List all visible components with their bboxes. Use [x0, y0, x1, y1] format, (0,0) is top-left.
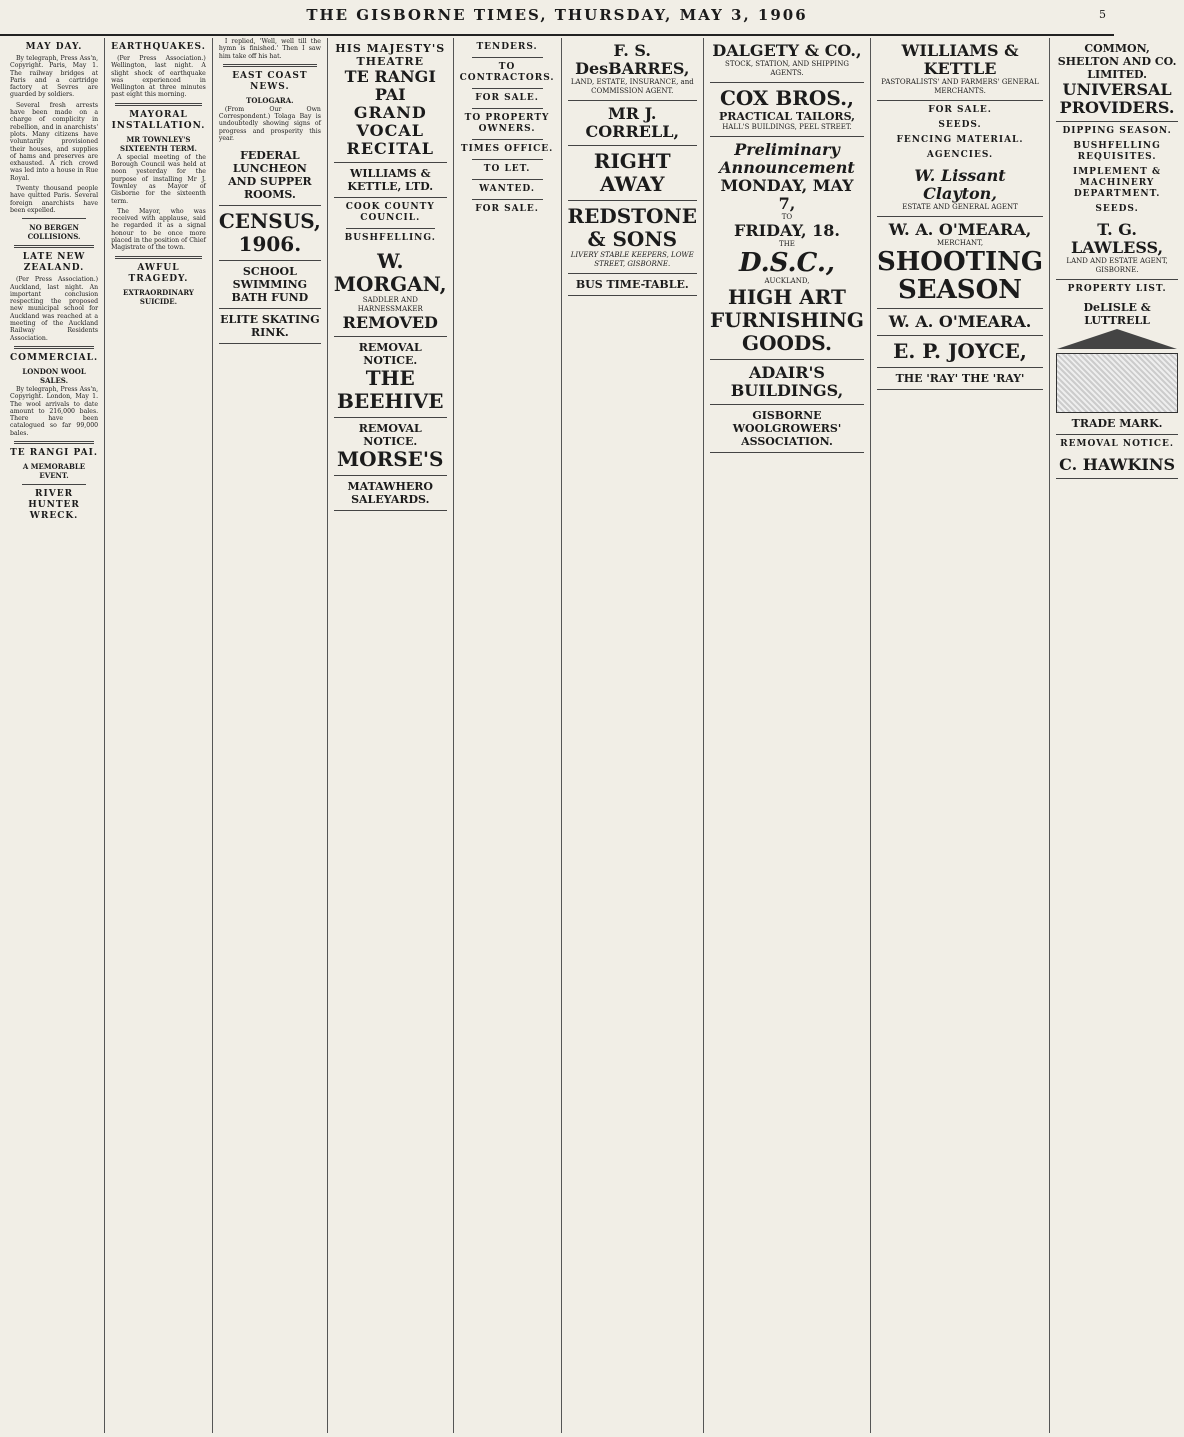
columns: [4, 38, 1177, 1433]
advert-to: TO: [781, 213, 793, 221]
headline: LONDON WOOL SALES.: [22, 366, 86, 385]
advert: [877, 163, 1043, 217]
advert-subtitle: TE RANGI PAI: [344, 67, 436, 104]
advert-headline: UNIVERSAL PROVIDERS.: [1059, 80, 1175, 117]
advert: [219, 145, 321, 206]
article-text: (From Our Own Correspondent.) Tolaga Bay is undoubtedly showing signs of progress and prosperity this year.: [218, 105, 321, 143]
advert: [710, 137, 864, 360]
headline: SEEDS.: [1095, 204, 1139, 214]
column-2: [104, 38, 212, 1433]
advert-subtitle: PASTORALISTS' AND FARMERS' GENERAL MERCHANTS.: [881, 78, 1039, 95]
advert-title: T. G. LAWLESS,: [1071, 220, 1164, 257]
headline: TIMES OFFICE.: [460, 144, 554, 154]
article-text: A special meeting of the Borough Council was held at noon yesterday for the purpose of installing Mr J. Townley as Mayor of Gisborne for the sixteenth term.: [111, 153, 206, 205]
headline: TE RANGI PAI.: [10, 447, 98, 458]
advert: [1056, 297, 1178, 435]
advert-title: GISBORNE WOOLGROWERS' ASSOCIATION.: [732, 409, 842, 448]
advert: [334, 246, 447, 337]
advert-title: THE 'RAY' THE 'RAY': [895, 372, 1025, 385]
headline: TOLOGARA.: [246, 95, 294, 105]
column-1: [4, 38, 104, 1433]
divider: [472, 179, 543, 180]
headline: EXTRAORDINARY SUICIDE.: [123, 287, 194, 306]
divider: [14, 441, 94, 444]
page-number: 5: [1099, 8, 1106, 21]
advert: [568, 201, 697, 274]
advert: [1056, 38, 1178, 122]
divider: [115, 256, 202, 259]
headline: EAST COAST NEWS.: [232, 70, 308, 92]
article-text: I replied, 'Well, well till the hymn is finished.' Then I saw him take off his hat.: [218, 38, 321, 60]
advert: [877, 217, 1043, 309]
headline: A MEMORABLE EVENT.: [22, 461, 86, 480]
advert: [334, 38, 447, 163]
advert-title: CENSUS, 1906.: [218, 209, 321, 257]
advert: [334, 163, 447, 198]
advert-title: MATAWHERO SALEYARDS.: [347, 480, 434, 506]
column-4: [327, 38, 453, 1433]
advert: [710, 38, 864, 83]
advert-city: AUCKLAND,: [764, 277, 810, 285]
headline: TO PROPERTY OWNERS.: [464, 113, 550, 134]
column-8: [870, 38, 1049, 1433]
masthead-title: THE GISBORNE TIMES, THURSDAY, MAY 3, 1906: [306, 6, 808, 24]
headline: TO CONTRACTORS.: [459, 62, 555, 83]
advert-title: MR J. CORRELL,: [585, 104, 680, 141]
advert-title: E. P. JOYCE,: [893, 339, 1027, 363]
advert: [334, 476, 447, 511]
headline: MAYORAL INSTALLATION.: [111, 109, 206, 131]
advert-title: WILLIAMS & KETTLE, LTD.: [347, 167, 434, 193]
headline: EARTHQUAKES.: [111, 42, 206, 52]
advert-headline: SHOOTING SEASON: [876, 247, 1044, 305]
headline: LATE NEW ZEALAND.: [22, 252, 86, 274]
advert-trademark: TRADE MARK.: [1071, 417, 1163, 430]
column-7: [703, 38, 870, 1433]
advert-title: REMOVAL NOTICE.: [358, 422, 422, 448]
advert-subtitle: LAND AND ESTATE AGENT, GISBORNE.: [1066, 257, 1168, 274]
column-6: [561, 38, 703, 1433]
article-text: By telegraph, Press Ass'n, Copyright. London, May 1. The wool arrivals to date amount to 216,000 bales. There have been catalogued so far 99,000 bales.: [10, 385, 99, 437]
divider: [472, 199, 543, 200]
advert-headline: THE BEEHIVE: [337, 366, 444, 413]
factory-illustration-roof: [1057, 329, 1177, 349]
headline: PROPERTY LIST.: [1067, 284, 1167, 294]
headline: AGENCIES.: [926, 150, 994, 160]
headline: NO BERGEN COLLISIONS.: [27, 223, 81, 242]
advert-the: THE: [779, 240, 795, 248]
advert: [334, 418, 447, 476]
advert: [877, 38, 1043, 101]
advert-subtitle: PRACTICAL TAILORS,: [718, 110, 855, 123]
headline: FOR SALE.: [475, 93, 539, 103]
advert: [568, 146, 697, 201]
article-text: The Mayor, who was received with applause, said he regarded it as a signal honour to be once more placed in the position of Chief Magistrate of the town.: [111, 207, 206, 252]
advert-subtitle: ESTATE AND GENERAL AGENT: [902, 203, 1018, 211]
advert-headline: MORSE'S: [337, 447, 444, 471]
advert-subtitle: SADDLER AND HARNESSMAKER: [357, 296, 423, 313]
advert-title: DALGETY & CO.,: [712, 41, 862, 60]
advert-title: WILLIAMS & KETTLE: [901, 41, 1019, 78]
headline: BUSHFELLING REQUISITES.: [1073, 141, 1161, 162]
advert-title: W. Lissant Clayton,: [914, 166, 1006, 203]
divider: [115, 103, 202, 106]
divider: [22, 484, 86, 485]
column-3: [212, 38, 327, 1433]
advert-headline: REMOVED: [342, 313, 438, 332]
advert-title: F. S. DesBARRES,: [575, 41, 690, 78]
advert: [219, 206, 321, 261]
advert-title: ADAIR'S BUILDINGS,: [730, 363, 844, 400]
advert: [710, 83, 864, 137]
advert-headline: GRAND VOCAL RECITAL: [346, 103, 434, 158]
article-text: Twenty thousand people have quitted Paris. Several foreign anarchists have been expelled.: [10, 185, 99, 214]
advert-title: W. MORGAN,: [333, 249, 447, 296]
advert: [219, 309, 321, 344]
headline: IMPLEMENT & MACHINERY DEPARTMENT.: [1073, 167, 1162, 199]
headline: RIVER HUNTER WRECK.: [28, 488, 80, 521]
advert-title: REDSTONE & SONS: [567, 204, 697, 251]
headline: MAY DAY.: [25, 42, 83, 52]
headline: COMMERCIAL.: [10, 352, 99, 363]
article-text: (Per Press Association.) Auckland, last night. An important conclusion respecting the proposed new municipal school for Auckland was reached at a meeting of the Auckland Railway Residents Association.: [10, 276, 99, 342]
advert: [877, 368, 1043, 390]
advert-title: SCHOOL SWIMMING BATH FUND: [231, 265, 309, 305]
advert-title: FEDERAL LUNCHEON AND SUPPER ROOMS.: [228, 149, 312, 202]
headline: FENCING MATERIAL.: [896, 135, 1024, 145]
headline: AWFUL TRAGEDY.: [128, 262, 189, 284]
headline: FOR SALE.: [475, 204, 539, 214]
advert-title: COMMON, SHELTON AND CO. LIMITED.: [1057, 42, 1177, 81]
advert-title: COX BROS.,: [719, 86, 855, 110]
advert-title: W. A. O'MEARA,: [888, 220, 1032, 239]
headline: WANTED.: [479, 184, 536, 194]
advert: [710, 360, 864, 405]
headline: REMOVAL NOTICE.: [1060, 439, 1174, 449]
advert: [1056, 217, 1178, 280]
advert: [568, 38, 697, 101]
column-9: [1049, 38, 1184, 1433]
masthead: [0, 0, 1114, 36]
advert-subtitle: LIVERY STABLE KEEPERS, LOWE STREET, GISBORNE.: [570, 251, 694, 268]
article-text: By telegraph, Press Ass'n, Copyright. Paris, May 1. The railway bridges at Paris and a cartridge factory at Sevres are guarded by soldiers.: [10, 55, 99, 99]
advert-title: HIS MAJESTY'S THEATRE: [335, 42, 446, 68]
headline: TENDERS.: [476, 42, 538, 52]
advert-date: FRIDAY, 18.: [733, 221, 840, 240]
headline: MR TOWNLEY'S SIXTEENTH TERM.: [120, 134, 197, 153]
divider: [346, 228, 435, 229]
advert-title: REMOVAL NOTICE.: [358, 341, 422, 367]
divider: [14, 346, 94, 349]
advert-subtitle: LAND, ESTATE, INSURANCE, and COMMISSION AGENT.: [570, 78, 694, 95]
advert-title: RIGHT AWAY: [593, 149, 671, 196]
advert-subtitle: STOCK, STATION, AND SHIPPING AGENTS.: [725, 60, 849, 77]
article-text: (Per Press Association.) Wellington, last night. A slight shock of earthquake was experienced in Wellington at three minutes past eight this morning.: [111, 55, 206, 99]
advert-subtitle: MERCHANT,: [936, 239, 984, 247]
advert: [877, 336, 1043, 368]
divider: [472, 88, 543, 89]
divider: [472, 139, 543, 140]
advert: [219, 261, 321, 309]
headline: TO LET.: [483, 164, 531, 174]
advert-title: DeLISLE & LUTTRELL: [1083, 301, 1151, 327]
advert-title: C. HAWKINS: [1059, 455, 1176, 474]
advert-title: Preliminary Announcement: [719, 140, 855, 177]
headline: BUSHFELLING.: [344, 233, 436, 243]
advert-headline: HIGH ART FURNISHING GOODS.: [710, 285, 864, 355]
divider: [472, 108, 543, 109]
advert: [877, 309, 1043, 336]
divider: [223, 64, 317, 67]
advert: [568, 274, 697, 296]
advert: [1056, 452, 1178, 479]
advert: [710, 405, 864, 453]
advert-address: HALL'S BUILDINGS, PEEL STREET.: [722, 123, 852, 131]
headline: FOR SALE.: [928, 105, 992, 115]
article-text: Several fresh arrests have been made on a charge of complicity in rebellion, and in anarchists' plots. Many citizens have voluntarily provisioned their houses, and supplies of hams and preserves are exhausted. A rich crowd was led into a house in Rue Royal.: [10, 101, 99, 182]
headline: COOK COUNTY COUNCIL.: [345, 202, 435, 223]
advert-brand: D.S.C.,: [739, 248, 835, 278]
column-5: [453, 38, 561, 1433]
divider: [472, 159, 543, 160]
divider: [472, 57, 543, 58]
headline: SEEDS.: [938, 120, 982, 130]
factory-illustration: [1056, 353, 1178, 413]
divider: [14, 245, 94, 248]
advert-title: ELITE SKATING RINK.: [220, 313, 320, 340]
headline: DIPPING SEASON.: [1062, 126, 1172, 136]
advert-date: MONDAY, MAY 7,: [720, 176, 854, 213]
advert-title: BUS TIME-TABLE.: [575, 278, 689, 291]
advert-title: W. A. O'MEARA.: [888, 312, 1032, 331]
advert: [568, 101, 697, 146]
advert: [334, 337, 447, 418]
divider: [22, 218, 86, 219]
